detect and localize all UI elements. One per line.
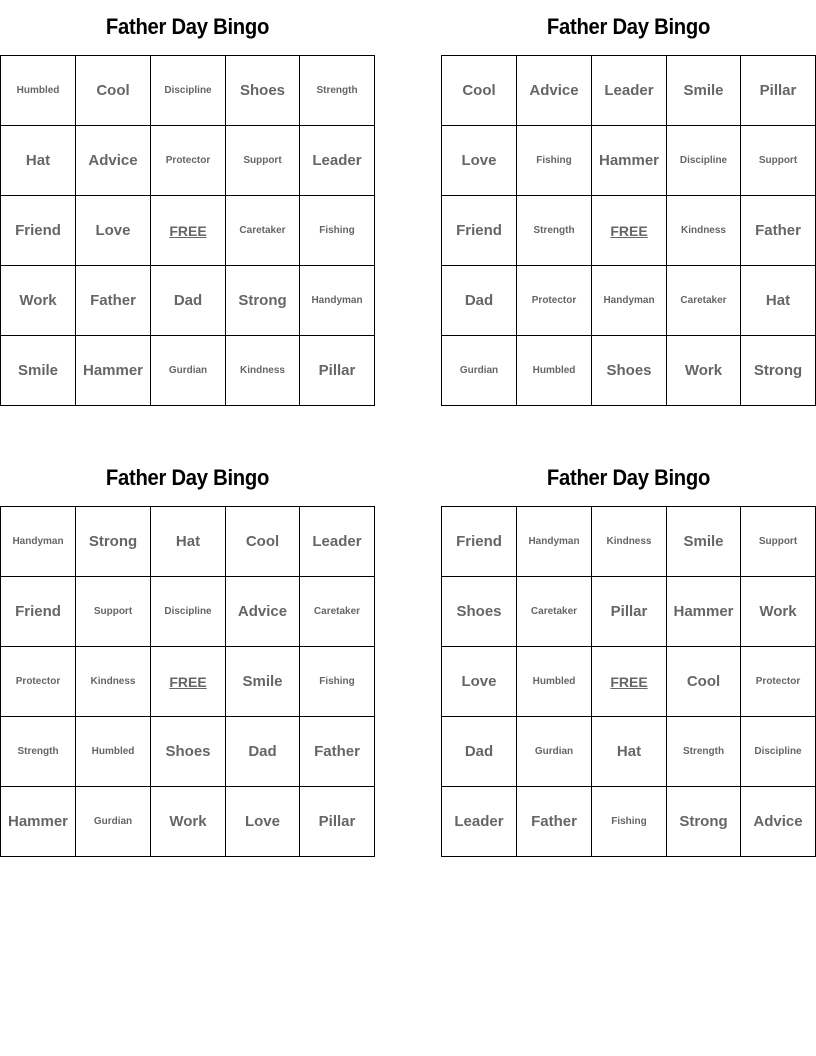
bingo-cell: Handyman bbox=[300, 266, 375, 336]
bingo-cell: Strong bbox=[76, 507, 151, 577]
free-space-cell: FREE bbox=[151, 196, 226, 266]
bingo-cell: Cool bbox=[442, 56, 517, 126]
bingo-cell: Strength bbox=[517, 196, 592, 266]
bingo-cell: Smile bbox=[1, 336, 76, 406]
bingo-cell: Handyman bbox=[1, 507, 76, 577]
bingo-cell: Love bbox=[226, 787, 300, 857]
bingo-cell: Pillar bbox=[300, 787, 375, 857]
bingo-cell: Father bbox=[76, 266, 151, 336]
bingo-cell: Love bbox=[442, 126, 517, 196]
bingo-cell: Discipline bbox=[151, 56, 226, 126]
bingo-cell: Hat bbox=[592, 717, 667, 787]
bingo-cell: Leader bbox=[442, 787, 517, 857]
bingo-cell: Advice bbox=[517, 56, 592, 126]
bingo-cell: Gurdian bbox=[442, 336, 517, 406]
bingo-cell: Shoes bbox=[151, 717, 226, 787]
bingo-cell: Leader bbox=[300, 126, 375, 196]
bingo-cell: Hat bbox=[151, 507, 226, 577]
bingo-cell: Strong bbox=[226, 266, 300, 336]
bingo-cell: Protector bbox=[151, 126, 226, 196]
bingo-cell: Hammer bbox=[592, 126, 667, 196]
free-space-cell: FREE bbox=[592, 196, 667, 266]
bingo-cell: Strength bbox=[300, 56, 375, 126]
bingo-cell: Kindness bbox=[667, 196, 741, 266]
bingo-cell: Hammer bbox=[76, 336, 151, 406]
bingo-cell: Fishing bbox=[517, 126, 592, 196]
bingo-cell: Support bbox=[76, 577, 151, 647]
bingo-cell: Humbled bbox=[517, 647, 592, 717]
card-title: Father Day Bingo bbox=[546, 14, 711, 39]
bingo-cell: Fishing bbox=[300, 647, 375, 717]
bingo-cell: Dad bbox=[442, 717, 517, 787]
bingo-grid bbox=[441, 506, 816, 857]
bingo-cell: Father bbox=[517, 787, 592, 857]
bingo-cell: Gurdian bbox=[76, 787, 151, 857]
bingo-cell: Kindness bbox=[76, 647, 151, 717]
bingo-cell: Advice bbox=[741, 787, 816, 857]
bingo-cell: Strength bbox=[1, 717, 76, 787]
bingo-cell: Kindness bbox=[226, 336, 300, 406]
bingo-cell: Hammer bbox=[1, 787, 76, 857]
bingo-cell: Friend bbox=[1, 196, 76, 266]
bingo-cell: Hat bbox=[741, 266, 816, 336]
bingo-grid bbox=[0, 55, 375, 406]
free-space-cell: FREE bbox=[151, 647, 226, 717]
bingo-cell: Dad bbox=[226, 717, 300, 787]
bingo-cell: Strength bbox=[667, 717, 741, 787]
bingo-cell: Hammer bbox=[667, 577, 741, 647]
bingo-cell: Handyman bbox=[517, 507, 592, 577]
bingo-cell: Dad bbox=[151, 266, 226, 336]
bingo-cell: Protector bbox=[1, 647, 76, 717]
bingo-cell: Kindness bbox=[592, 507, 667, 577]
bingo-cell: Friend bbox=[1, 577, 76, 647]
bingo-cell: Work bbox=[741, 577, 816, 647]
bingo-cell: Support bbox=[741, 126, 816, 196]
bingo-cell: Leader bbox=[300, 507, 375, 577]
bingo-cell: Love bbox=[442, 647, 517, 717]
bingo-cell: Advice bbox=[76, 126, 151, 196]
bingo-cell: Shoes bbox=[442, 577, 517, 647]
bingo-cell: Humbled bbox=[517, 336, 592, 406]
bingo-cell: Cool bbox=[226, 507, 300, 577]
bingo-cell: Dad bbox=[442, 266, 517, 336]
bingo-cell: Fishing bbox=[300, 196, 375, 266]
bingo-cell: Friend bbox=[442, 507, 517, 577]
bingo-cell: Support bbox=[741, 507, 816, 577]
bingo-card-3 bbox=[0, 451, 375, 857]
bingo-card-2 bbox=[441, 0, 816, 406]
bingo-cell: Gurdian bbox=[151, 336, 226, 406]
bingo-cell: Cool bbox=[76, 56, 151, 126]
bingo-cell: Gurdian bbox=[517, 717, 592, 787]
bingo-cell: Discipline bbox=[667, 126, 741, 196]
bingo-cell: Discipline bbox=[151, 577, 226, 647]
card-title: Father Day Bingo bbox=[546, 465, 711, 490]
bingo-cell: Humbled bbox=[76, 717, 151, 787]
bingo-cell: Caretaker bbox=[226, 196, 300, 266]
card-title: Father Day Bingo bbox=[105, 465, 270, 490]
bingo-cell: Caretaker bbox=[300, 577, 375, 647]
bingo-cell: Discipline bbox=[741, 717, 816, 787]
bingo-cell: Father bbox=[300, 717, 375, 787]
bingo-cell: Handyman bbox=[592, 266, 667, 336]
bingo-cell: Smile bbox=[667, 507, 741, 577]
bingo-grid bbox=[441, 55, 816, 406]
bingo-cell: Strong bbox=[667, 787, 741, 857]
bingo-cell: Father bbox=[741, 196, 816, 266]
bingo-cell: Work bbox=[667, 336, 741, 406]
bingo-cell: Cool bbox=[667, 647, 741, 717]
bingo-cell: Support bbox=[226, 126, 300, 196]
bingo-cell: Smile bbox=[667, 56, 741, 126]
bingo-cell: Strong bbox=[741, 336, 816, 406]
bingo-cell: Pillar bbox=[741, 56, 816, 126]
bingo-cell: Pillar bbox=[592, 577, 667, 647]
bingo-cell: Leader bbox=[592, 56, 667, 126]
bingo-cell: Work bbox=[151, 787, 226, 857]
bingo-cell: Pillar bbox=[300, 336, 375, 406]
bingo-cell: Friend bbox=[442, 196, 517, 266]
bingo-cell: Protector bbox=[741, 647, 816, 717]
bingo-cell: Shoes bbox=[226, 56, 300, 126]
bingo-cell: Humbled bbox=[1, 56, 76, 126]
card-title: Father Day Bingo bbox=[105, 14, 270, 39]
free-space-cell: FREE bbox=[592, 647, 667, 717]
bingo-cell: Protector bbox=[517, 266, 592, 336]
bingo-cell: Smile bbox=[226, 647, 300, 717]
bingo-cell: Caretaker bbox=[517, 577, 592, 647]
bingo-cell: Caretaker bbox=[667, 266, 741, 336]
bingo-card-4 bbox=[441, 451, 816, 857]
bingo-cell: Hat bbox=[1, 126, 76, 196]
bingo-cell: Shoes bbox=[592, 336, 667, 406]
bingo-card-1 bbox=[0, 0, 375, 406]
bingo-cell: Work bbox=[1, 266, 76, 336]
bingo-cell: Fishing bbox=[592, 787, 667, 857]
bingo-cell: Love bbox=[76, 196, 151, 266]
bingo-grid bbox=[0, 506, 375, 857]
bingo-cell: Advice bbox=[226, 577, 300, 647]
